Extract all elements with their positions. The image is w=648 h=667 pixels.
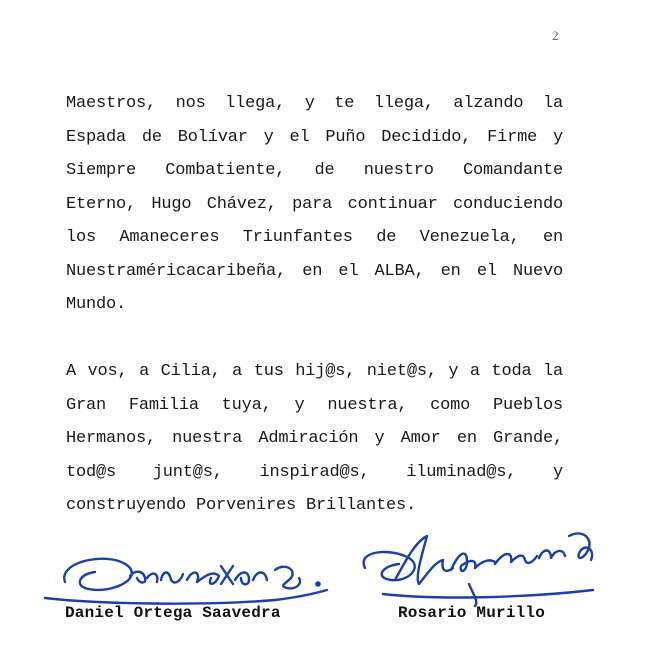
signature-ortega (35, 540, 335, 610)
page-number: 2 (552, 28, 559, 43)
text-line: A vos, a Cilia, a tus hij@s, niet@s, y a toda la (66, 362, 563, 381)
text-line: Maestros, nos llega, y te llega, alzando la (66, 94, 563, 113)
signer-name-ortega: Daniel Ortega Saavedra (65, 604, 281, 622)
text-line: Mundo. (66, 295, 127, 314)
signature-murillo (355, 522, 615, 607)
text-line: Espada de Bolívar y el Puño Decidido, Firme y (66, 127, 563, 147)
letter-paragraph-2 (66, 355, 563, 523)
text-line: construyendo Porvenires Brillantes. (66, 496, 417, 515)
text-line: los Amaneceres Triunfantes de Venezuela, en (66, 228, 563, 247)
text-line: Gran Familia tuya, y nuestra, como Pueblos (66, 395, 563, 415)
letter-paragraph-1 (66, 87, 563, 322)
signer-name-murillo: Rosario Murillo (398, 604, 546, 622)
text-line: Eterno, Hugo Chávez, para continuar conduciendo (66, 194, 563, 214)
text-line: Nuestraméricacaribeña, en el ALBA, en el Nuevo (66, 261, 563, 281)
text-line: Siempre Combatiente, de nuestro Comandante (66, 161, 563, 180)
text-line: tod@s junt@s, inspirad@s, iluminad@s, y (66, 462, 563, 482)
text-line: Hermanos, nuestra Admiración y Amor en Grande, (66, 429, 563, 448)
